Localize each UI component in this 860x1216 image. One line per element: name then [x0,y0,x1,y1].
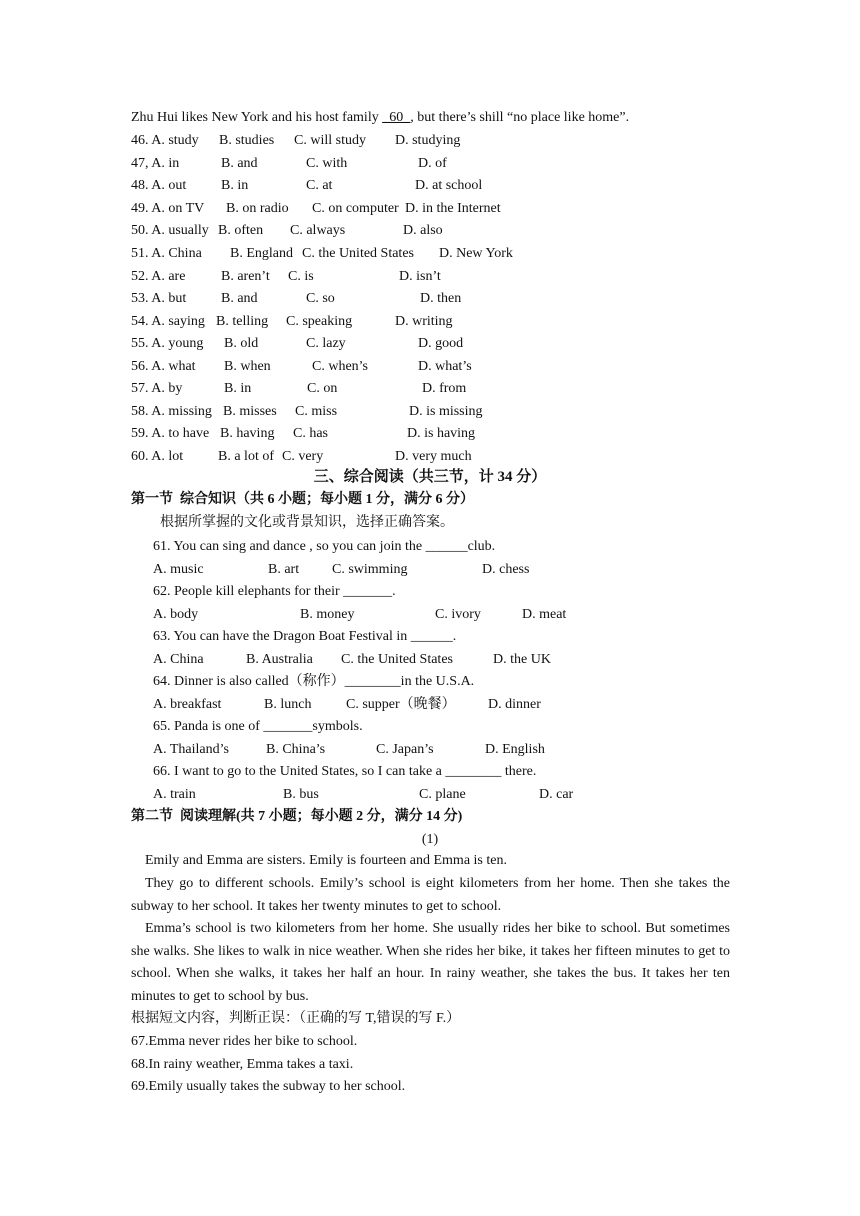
option-c: C. plane [419,787,466,802]
option-d: D. good [418,336,464,351]
question-options [153,561,773,579]
question-stem: 62. People kill elephants for their _______. [153,584,396,599]
passage-number: (1) [421,832,439,847]
option-a: 53. A. but [131,291,187,306]
option-a: A. Thailand’s [153,742,229,757]
option-b: B. when [224,359,271,374]
cloze-question [131,245,751,263]
option-d: D. English [485,742,545,757]
passage-paragraph: Emily and Emma are sisters. Emily is fourteen and Emma is ten. [145,853,507,868]
option-a: 48. A. out [131,178,187,193]
option-d: D. also [403,223,443,238]
cloze-intro-line [131,109,629,127]
passage-paragraph: Emma’s school is two kilometers from her home. She usually rides her bike to school. But sometimes she walks. She likes to walk in nice weather. When she rides her bike, it takes her fifteen minutes to get to school. When she walks, it takes her half an hour. In rainy weather, she takes the bus. It takes her ten minutes to get to school by bus. [131,921,730,1005]
cloze-question [131,155,751,173]
option-d: D. what’s [418,359,472,374]
option-d: D. studying [395,133,461,148]
option-b: B. aren’t [221,269,270,284]
question-options [153,786,773,804]
option-c: C. has [293,426,328,441]
option-d: D. is missing [409,404,483,419]
option-a: 55. A. young [131,336,204,351]
option-c: C. miss [295,404,338,419]
tf-question: 67.Emma never rides her bike to school. [131,1034,358,1049]
cloze-question [131,268,751,286]
option-d: D. is having [407,426,476,441]
option-a: 51. A. China [131,246,202,261]
option-d: D. of [418,156,447,171]
option-a: 50. A. usually [131,223,209,238]
option-c: C. very [282,449,324,464]
option-c: C. swimming [332,562,408,577]
question-options [153,651,773,669]
option-b: B. studies [219,133,275,148]
option-b: B. England [230,246,293,261]
cloze-question [131,358,751,376]
option-b: B. in [224,381,252,396]
cloze-question [131,335,751,353]
option-a: 54. A. saying [131,314,205,329]
option-d: D. car [539,787,574,802]
cloze-question [131,313,751,331]
option-b: B. having [220,426,275,441]
question-stem: 64. Dinner is also called（称作）________in the U.S.A. [153,674,475,689]
option-b: B. on radio [226,201,289,216]
option-c: C. Japan’s [376,742,434,757]
option-b: B. and [221,156,258,171]
option-c: C. on [307,381,338,396]
question-options [153,696,773,714]
tf-instruction: 根据短文内容，判断正误：（正确的写 T,错误的写 F.） [131,1011,461,1026]
option-b: B. lunch [264,697,312,712]
option-a: A. China [153,652,204,667]
cloze-question [131,448,751,466]
option-b: B. money [300,607,355,622]
question-options [153,606,773,624]
option-c: C. lazy [306,336,346,351]
option-a: 49. A. on TV [131,201,205,216]
option-b: B. Australia [246,652,313,667]
instruction: 根据所掌握的文化或背景知识，选择正确答案。 [160,515,454,530]
option-d: D. meat [522,607,567,622]
option-c: C. at [306,178,333,193]
option-d: D. New York [439,246,513,261]
option-c: C. is [288,269,314,284]
passage-paragraph: They go to different schools. Emily’s school is eight kilometers from her home. Then she takes the subway to her school. It takes her twenty minutes to get to school. [131,876,730,914]
section-title: 第二节 阅读理解(共 7 小题；每小题 2 分，满分 14 分) [131,809,463,824]
option-b: B. misses [223,404,277,419]
option-d: D. very much [395,449,472,464]
option-b: B. often [218,223,264,238]
option-d: D. from [422,381,467,396]
option-d: D. at school [415,178,483,193]
option-b: B. China’s [266,742,326,757]
part-title: 三、综合阅读（共三节，计 34 分） [313,469,547,485]
cloze-question [131,222,751,240]
option-b: B. art [268,562,300,577]
cloze-question [131,132,751,150]
option-b: B. old [224,336,259,351]
intro-text: Zhu Hui likes New York and his host family [131,110,383,125]
option-a: A. body [153,607,199,622]
intro-text-end: , but there’s shill “no place like home”. [410,110,630,125]
question-stem: 63. You can have the Dragon Boat Festival in ______. [153,629,457,644]
section-title: 第一节 综合知识（共 6 小题；每小题 1 分，满分 6 分） [131,492,474,507]
question-stem: 61. You can sing and dance , so you can join the ______club. [153,539,496,554]
option-c: C. the United States [302,246,414,261]
option-d: D. isn’t [399,269,441,284]
option-c: C. supper（晚餐） [346,697,456,712]
cloze-question [131,380,751,398]
cloze-question [131,177,751,195]
option-b: B. telling [216,314,269,329]
question-options [153,741,773,759]
cloze-question [131,290,751,308]
option-c: C. will study [294,133,366,148]
option-c: C. with [306,156,348,171]
option-a: 52. A. are [131,269,186,284]
cloze-question [131,403,751,421]
option-b: B. and [221,291,258,306]
option-c: C. always [290,223,346,238]
option-c: C. speaking [286,314,353,329]
option-d: D. in the Internet [405,201,501,216]
tf-question: 69.Emily usually takes the subway to her school. [131,1079,406,1094]
option-a: 58. A. missing [131,404,212,419]
option-b: B. a lot of [218,449,274,464]
option-c: C. the United States [341,652,453,667]
option-b: B. in [221,178,249,193]
option-a: 59. A. to have [131,426,210,441]
option-a: A. music [153,562,204,577]
option-d: D. then [420,291,462,306]
option-c: C. when’s [312,359,368,374]
option-d: D. the UK [493,652,551,667]
question-stem: 66. I want to go to the United States, so I can take a ________ there. [153,764,537,779]
option-c: C. on computer [312,201,399,216]
option-d: D. writing [395,314,453,329]
option-a: A. train [153,787,196,802]
option-c: C. so [306,291,335,306]
option-a: 56. A. what [131,359,196,374]
option-d: D. dinner [488,697,541,712]
option-a: 57. A. by [131,381,183,396]
option-d: D. chess [482,562,530,577]
question-stem: 65. Panda is one of _______symbols. [153,719,363,734]
cloze-question [131,200,751,218]
option-a: 46. A. study [131,133,199,148]
option-a: 60. A. lot [131,449,184,464]
option-a: A. breakfast [153,697,222,712]
option-a: 47, A. in [131,156,180,171]
option-b: B. bus [283,787,319,802]
cloze-question [131,425,751,443]
option-c: C. ivory [435,607,481,622]
tf-question: 68.In rainy weather, Emma takes a taxi. [131,1057,354,1072]
blank-60: _60_ [382,110,411,125]
